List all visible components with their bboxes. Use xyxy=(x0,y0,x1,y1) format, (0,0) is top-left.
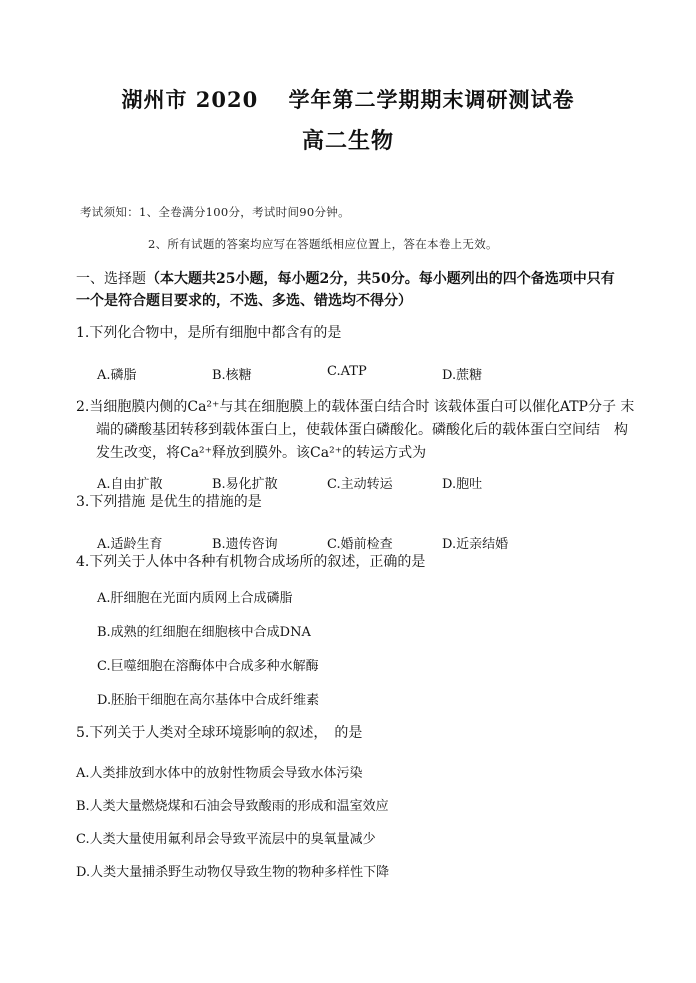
option-a: A.自由扩散 xyxy=(97,477,163,492)
notice-line-2: 2、所有试题的答案均应写在答题纸相应位置上，答在本卷上无效。 xyxy=(148,237,498,251)
exam-subject: 高二生物 xyxy=(301,128,394,154)
question-4-option-b: B.成熟的红细胞在细胞核中合成DNA xyxy=(97,625,311,640)
question-1-stem: 1.下列化合物中，是所有细胞中都含有的是 xyxy=(76,325,342,341)
question-5-stem: 5.下列关于人类对全球环境影响的叙述， 的是 xyxy=(76,725,363,741)
question-4-option-a: A.肝细胞在光面内质网上合成磷脂 xyxy=(97,591,293,606)
question-3-stem: 3.下列措施 是优生的措施的是 xyxy=(76,494,262,510)
option-d: D.胞吐 xyxy=(442,477,483,492)
section-heading xyxy=(76,268,636,312)
question-3-options xyxy=(97,533,557,552)
question-5-option-d: D.人类大量捕杀野生动物仅导致生物的物种多样性下降 xyxy=(76,865,390,880)
question-5-option-a: A.人类排放到水体中的放射性物质会导致水体污染 xyxy=(76,766,363,781)
question-2-line-2: 端的磷酸基团转移到载体蛋白上，使载体蛋白磷酸化。磷酸化后的载体蛋白空间结 构 xyxy=(96,422,628,438)
option-d: D.蔗糖 xyxy=(442,368,483,383)
question-4-option-d: D.胚胎干细胞在高尔基体中合成纤维素 xyxy=(97,693,320,708)
option-b: B.核糖 xyxy=(212,368,252,383)
option-c: C.主动转运 xyxy=(327,477,393,492)
question-4-stem: 4.下列关于人体中各种有机物合成场所的叙述，正确的是 xyxy=(76,554,426,570)
option-b: B.易化扩散 xyxy=(212,477,278,492)
section-title: 一、选择题 xyxy=(76,271,146,287)
question-2-line-3: 发生改变，将Ca²⁺释放到膜外。该Ca²⁺的转运方式为 xyxy=(96,445,427,461)
exam-title: 湖州市 2020 学年第二学期期末调研测试卷 xyxy=(121,87,575,112)
question-1-options xyxy=(97,364,557,383)
option-d: D.近亲结婚 xyxy=(442,537,509,552)
question-2-stem xyxy=(76,396,636,465)
question-2-options xyxy=(97,473,557,492)
option-a: A.适龄生育 xyxy=(97,537,163,552)
option-c: C.ATP xyxy=(327,364,367,379)
notice-line-1: 考试须知：1、全卷满分100分，考试时间90分钟。 xyxy=(80,205,350,219)
option-c: C.婚前检查 xyxy=(327,537,393,552)
question-4-option-c: C.巨噬细胞在溶酶体中合成多种水解酶 xyxy=(97,659,319,674)
question-5-option-c: C.人类大量使用氟利昂会导致平流层中的臭氧量减少 xyxy=(76,832,376,847)
question-5-option-b: B.人类大量燃烧煤和石油会导致酸雨的形成和温室效应 xyxy=(76,799,389,814)
section-rule: （本大题共25小题，每小题2分，共50分。每小题列出的四个备选项中只有 一个是符合题目要求的，不选、多选、错选均不得分） xyxy=(76,271,629,309)
option-a: A.磷脂 xyxy=(97,368,137,383)
option-b: B.遗传咨询 xyxy=(212,537,278,552)
question-2-line-1: 2.当细胞膜内侧的Ca²⁺与其在细胞膜上的载体蛋白结合时 该载体蛋白可以催化ATP分子 末 xyxy=(76,399,635,415)
